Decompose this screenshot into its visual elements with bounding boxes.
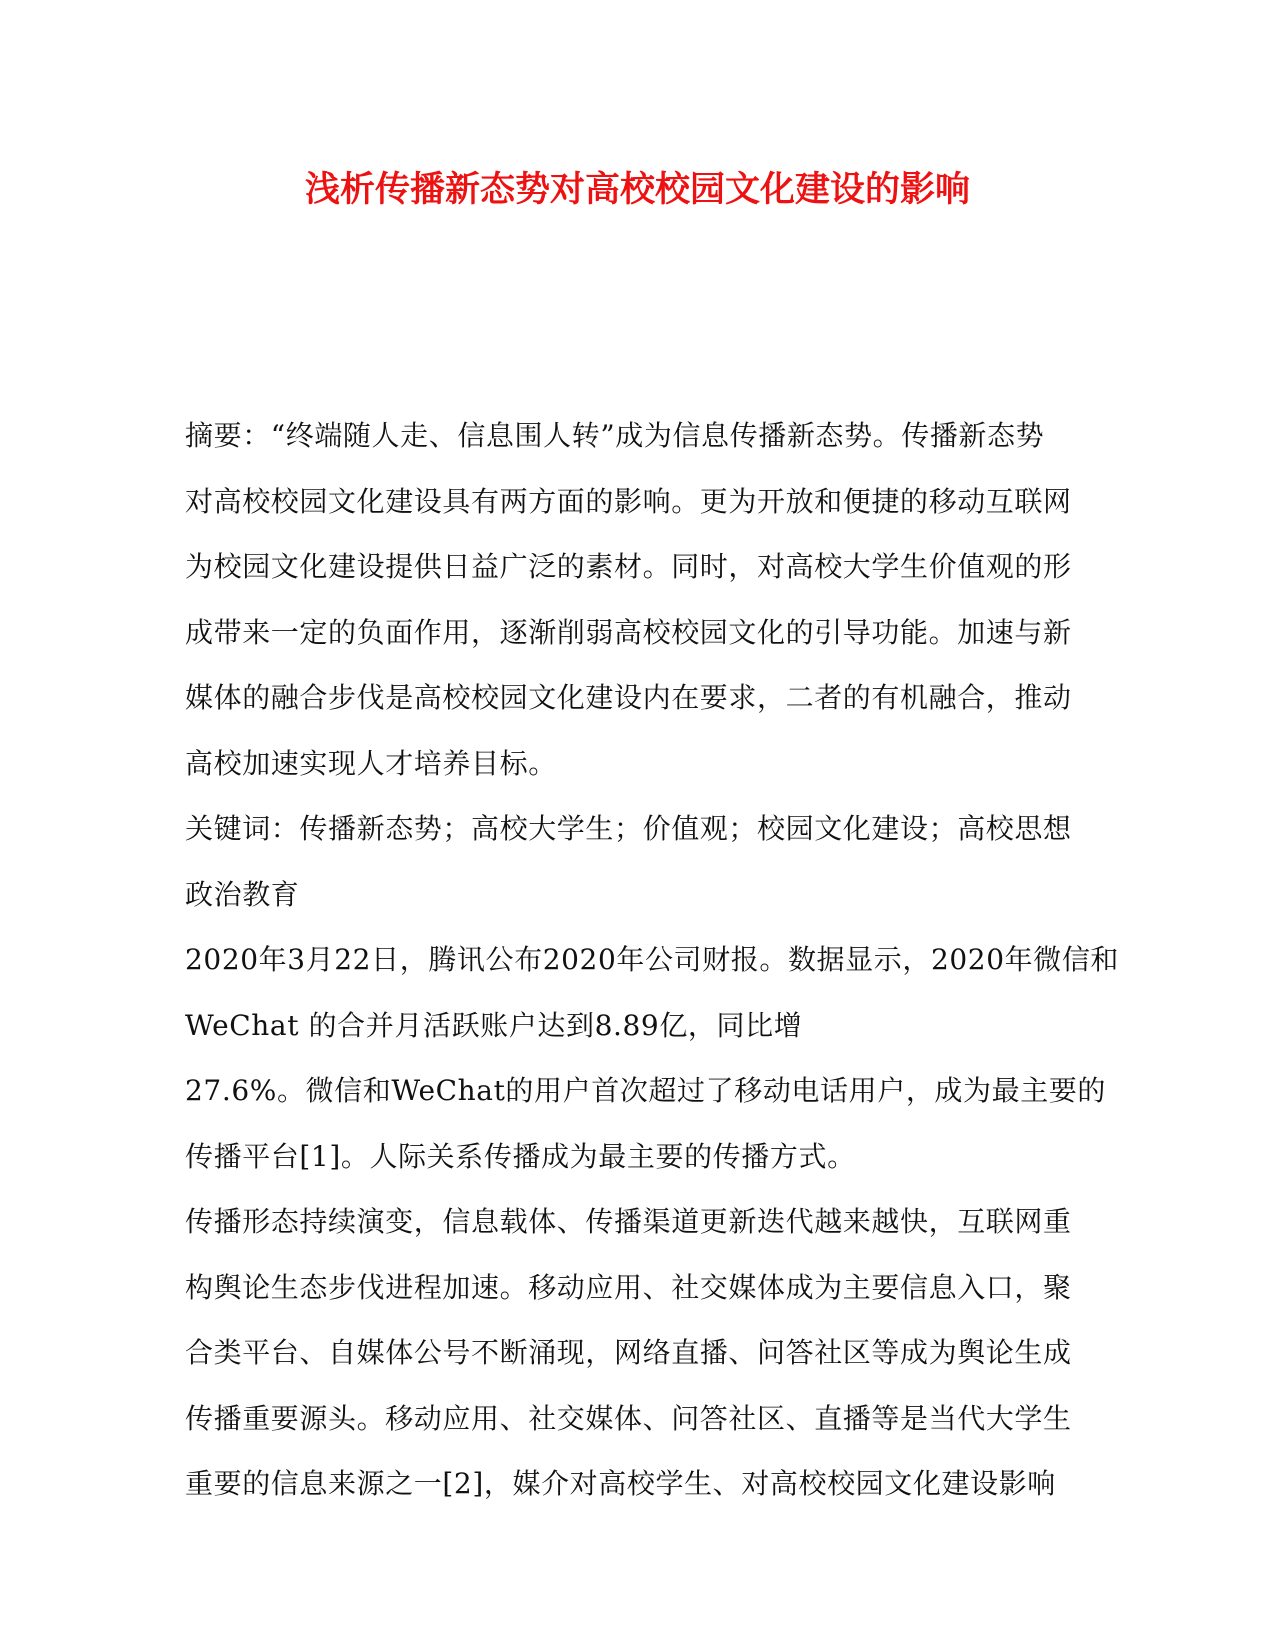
abstract-line: 摘要：“终端随人走、信息围人转”成为信息传播新态势。传播新态势 (185, 419, 1045, 452)
paragraph-line: 构舆论生态步伐进程加速。移动应用、社交媒体成为主要信息入口，聚 (185, 1270, 1072, 1304)
paragraph-line: 27.6%。微信和WeChat的用户首次超过了移动电话用户，成为最主要的 (185, 1074, 1107, 1107)
paragraph-line: 传播平台[1]。人际关系传播成为最主要的传播方式。 (185, 1139, 856, 1173)
document-body (185, 403, 1120, 1517)
paragraph-line: 2020年3月22日，腾讯公布2020年公司财报。数据显示，2020年微信和 (185, 943, 1120, 976)
paragraph-line: WeChat 的合并月活跃账户达到8.89亿，同比增 (185, 1008, 803, 1042)
keywords-line: 政治教育 (185, 877, 300, 911)
abstract-line: 高校加速实现人才培养目标。 (185, 746, 557, 780)
abstract-line: 对高校校园文化建设具有两方面的影响。更为开放和便捷的移动互联网 (185, 484, 1072, 518)
paragraph-line: 合类平台、自媒体公号不断涌现，网络直播、问答社区等成为舆论生成 (185, 1336, 1072, 1369)
abstract-line: 为校园文化建设提供日益广泛的素材。同时，对高校大学生价值观的形 (185, 550, 1072, 583)
document-title: 浅析传播新态势对高校校园文化建设的影响 (304, 170, 970, 210)
abstract-line: 成带来一定的负面作用，逐渐削弱高校校园文化的引导功能。加速与新 (185, 615, 1072, 649)
abstract-line: 媒体的融合步伐是高校校园文化建设内在要求，二者的有机融合，推动 (185, 681, 1072, 714)
paragraph-line: 重要的信息来源之一[2]，媒介对高校学生、对高校校园文化建设影响 (185, 1467, 1056, 1500)
paragraph-line: 传播形态持续演变，信息载体、传播渠道更新迭代越来越快，互联网重 (185, 1205, 1072, 1238)
paragraph-line: 传播重要源头。移动应用、社交媒体、问答社区、直播等是当代大学生 (185, 1401, 1072, 1435)
keywords-line: 关键词：传播新态势；高校大学生；价值观；校园文化建设；高校思想 (185, 812, 1072, 845)
